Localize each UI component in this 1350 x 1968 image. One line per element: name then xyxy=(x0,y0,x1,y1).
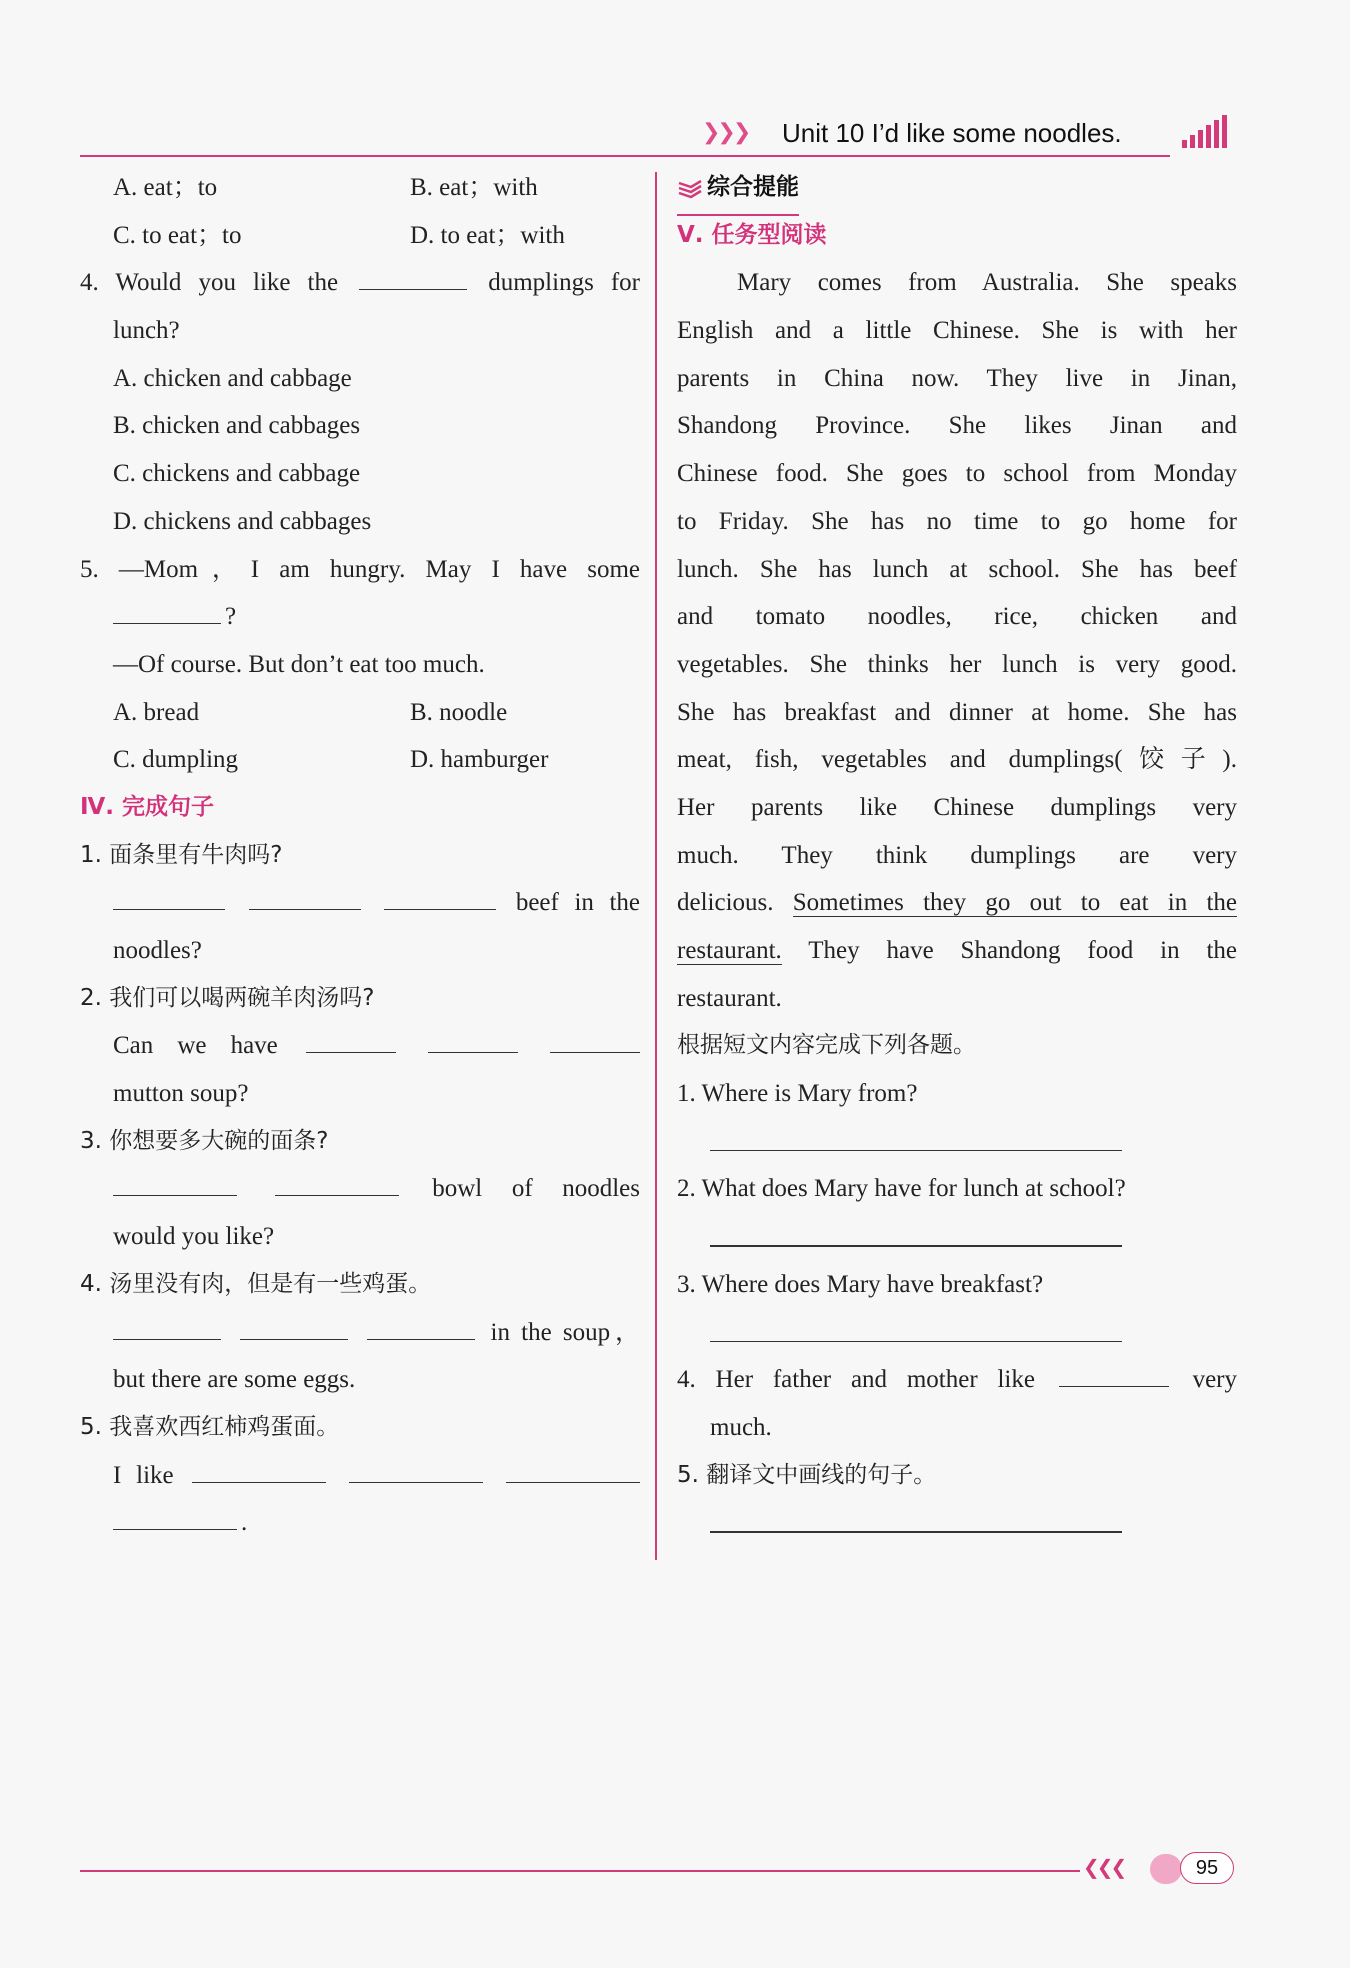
q5-reply: —Of course. But don’t eat too much. xyxy=(113,650,485,678)
q4-option-a[interactable]: A. chicken and cabbage xyxy=(113,364,352,392)
q5-option-b[interactable]: B. noodle xyxy=(410,698,508,726)
s5-head: I like xyxy=(113,1461,174,1489)
rq2-answer-line[interactable] xyxy=(710,1245,1122,1247)
q4-option-d[interactable]: D. chickens and cabbages xyxy=(113,507,372,535)
rq4-end: very xyxy=(1192,1366,1237,1394)
rq4 xyxy=(677,1356,1237,1404)
q3-option-b[interactable]: B. eat；with xyxy=(410,174,538,201)
footer-dot-icon xyxy=(1150,1854,1182,1884)
passage-text: delicious. xyxy=(677,889,774,917)
footer-arrows-icon: ❮❮❮ xyxy=(1083,1855,1125,1879)
s2-blank-3[interactable] xyxy=(550,1026,640,1053)
s5-blank-2[interactable] xyxy=(349,1456,483,1483)
badge-label: 综合提能 xyxy=(707,174,799,200)
q3-option-a[interactable]: A. eat；to xyxy=(113,174,218,201)
s4-blank-1[interactable] xyxy=(113,1313,221,1340)
q5-options-row1 xyxy=(80,689,640,737)
rq1-answer-row xyxy=(677,1118,1237,1166)
underlined-sentence-end: restaurant. xyxy=(677,937,782,964)
rq4-line2: much. xyxy=(710,1413,772,1441)
s5-answer-line xyxy=(80,1452,640,1500)
s2-blank-1[interactable] xyxy=(306,1026,396,1053)
signal-bars-icon xyxy=(1180,114,1236,150)
q5-stem: 5. —Mom，I am hungry. May I have some xyxy=(80,555,640,583)
s2-answer-line xyxy=(80,1022,640,1070)
books-icon xyxy=(677,177,703,199)
unit-title: Unit 10 I’d like some noodles. xyxy=(782,118,1122,148)
passage-line: meat, fish, vegetables and dumplings(饺子). xyxy=(677,746,1237,774)
q4-blank[interactable] xyxy=(359,263,467,290)
passage-line: lunch. She has lunch at school. She has beef xyxy=(677,555,1237,583)
reading-passage xyxy=(677,259,1237,1022)
q5-stem-line2 xyxy=(80,593,640,641)
s3-answer-line xyxy=(80,1165,640,1213)
rq5-answer-row xyxy=(677,1499,1237,1547)
q5-option-c[interactable]: C. dumpling xyxy=(113,746,239,774)
passage-line: Mary comes from Australia. She speaks xyxy=(737,269,1237,297)
s1-answer-line xyxy=(80,879,640,927)
passage-line: much. They think dumplings are very xyxy=(677,841,1237,869)
s5-period: . xyxy=(241,1509,248,1537)
q4-stem-line2: lunch? xyxy=(113,317,180,345)
rq5: 5. 翻译文中画线的句子。 xyxy=(677,1461,937,1488)
passage-line: English and a little Chinese. She is with her xyxy=(677,317,1237,345)
s3-blank-2[interactable] xyxy=(275,1169,399,1196)
passage-line: Her parents like Chinese dumplings very xyxy=(677,793,1237,821)
section-5-title: Ⅴ. 任务型阅读 xyxy=(677,221,827,248)
underlined-sentence: Sometimes they go out to eat in the xyxy=(792,889,1238,917)
passage-line: and tomato noodles, rice, chicken and xyxy=(677,603,1237,631)
page-number: 95 xyxy=(1180,1852,1234,1884)
s5-chinese: 5. 我喜欢西红柿鸡蛋面。 xyxy=(80,1413,340,1440)
rq4-blank[interactable] xyxy=(1059,1360,1169,1387)
q3-options-row1 xyxy=(80,164,640,212)
q4-option-b[interactable]: B. chicken and cabbages xyxy=(113,412,361,440)
q5-blank[interactable] xyxy=(113,597,221,624)
s3-blank-1[interactable] xyxy=(113,1169,237,1196)
passage-line: to Friday. She has no time to go home for xyxy=(677,507,1237,535)
rq3-answer-row xyxy=(677,1309,1237,1357)
left-column xyxy=(80,164,640,1547)
q4-option-c[interactable]: C. chickens and cabbage xyxy=(113,460,361,488)
s5-line3 xyxy=(80,1499,640,1547)
q3-option-d[interactable]: D. to eat；with xyxy=(410,221,565,249)
rq1-answer-line[interactable] xyxy=(710,1150,1122,1152)
s5-blank-1[interactable] xyxy=(192,1456,326,1483)
s4-blank-2[interactable] xyxy=(240,1313,348,1340)
rq1: 1. Where is Mary from? xyxy=(677,1080,918,1108)
passage-line: parents in China now. They live in Jinan, xyxy=(677,364,1237,392)
s2-line3: mutton soup? xyxy=(113,1080,249,1108)
header-arrows-icon: ❯❯❯ xyxy=(702,120,749,145)
s2-chinese: 2. 我们可以喝两碗羊肉汤吗? xyxy=(80,984,375,1011)
s5-blank-4[interactable] xyxy=(113,1503,237,1530)
rq2: 2. What does Mary have for lunch at school? xyxy=(677,1175,1126,1203)
header-rule xyxy=(80,155,1170,157)
s1-tail: beef in the xyxy=(515,889,641,917)
footer-rule xyxy=(80,1870,1080,1872)
s1-chinese: 1. 面条里有牛肉吗? xyxy=(80,841,283,868)
q5-options-row2 xyxy=(80,736,640,784)
q4-stem xyxy=(80,259,640,307)
passage-line: vegetables. She thinks her lunch is very good. xyxy=(677,650,1237,678)
s1-blank-1[interactable] xyxy=(113,883,225,910)
right-column xyxy=(677,164,1237,1547)
q3-option-c[interactable]: C. to eat；to xyxy=(113,221,242,249)
q5-option-d[interactable]: D. hamburger xyxy=(410,746,549,774)
passage-line xyxy=(677,879,1237,927)
s4-tail: in the soup， xyxy=(490,1318,640,1346)
q5-question-mark: ? xyxy=(225,603,237,631)
passage-line xyxy=(677,927,1237,975)
passage-text: They have Shandong food in the xyxy=(808,937,1237,964)
s4-line3: but there are some eggs. xyxy=(113,1366,356,1394)
rq3: 3. Where does Mary have breakfast? xyxy=(677,1270,1044,1298)
passage-line: She has breakfast and dinner at home. She has xyxy=(677,698,1237,726)
section-4-title: Ⅳ. 完成句子 xyxy=(80,793,215,820)
badge-row xyxy=(677,164,1237,212)
s3-tail: bowl of noodles xyxy=(432,1175,641,1203)
s4-blank-3[interactable] xyxy=(367,1313,475,1340)
rq5-answer-line[interactable] xyxy=(710,1531,1122,1533)
s3-chinese: 3. 你想要多大碗的面条? xyxy=(80,1127,329,1154)
s1-blank-2[interactable] xyxy=(249,883,361,910)
passage-line: Shandong Province. She likes Jinan and xyxy=(677,412,1237,440)
rq2-answer-row xyxy=(677,1213,1237,1261)
section-badge xyxy=(677,164,799,216)
rq4-start: 4. Her father and mother like xyxy=(677,1366,1035,1394)
s4-answer-line xyxy=(80,1309,640,1357)
column-divider xyxy=(655,172,657,1560)
rq3-answer-line[interactable] xyxy=(710,1341,1122,1343)
s3-line3: would you like? xyxy=(113,1223,275,1251)
task-instruction: 根据短文内容完成下列各题。 xyxy=(677,1032,976,1059)
s1-blank-3[interactable] xyxy=(384,883,496,910)
passage-line: restaurant. xyxy=(677,984,782,1012)
s4-chinese: 4. 汤里没有肉，但是有一些鸡蛋。 xyxy=(80,1270,432,1297)
s2-blank-2[interactable] xyxy=(428,1026,518,1053)
s5-blank-3[interactable] xyxy=(506,1456,640,1483)
page-header xyxy=(80,112,1240,160)
s1-line3: noodles? xyxy=(113,937,202,964)
q4-stem-start: 4. Would you like the xyxy=(80,269,339,297)
s2-head: Can we have xyxy=(113,1032,278,1060)
q5-option-a[interactable]: A. bread xyxy=(113,698,200,726)
q4-stem-end: dumplings for xyxy=(488,269,641,297)
passage-line: Chinese food. She goes to school from Monday xyxy=(677,460,1237,488)
q3-options-row2 xyxy=(80,212,640,260)
